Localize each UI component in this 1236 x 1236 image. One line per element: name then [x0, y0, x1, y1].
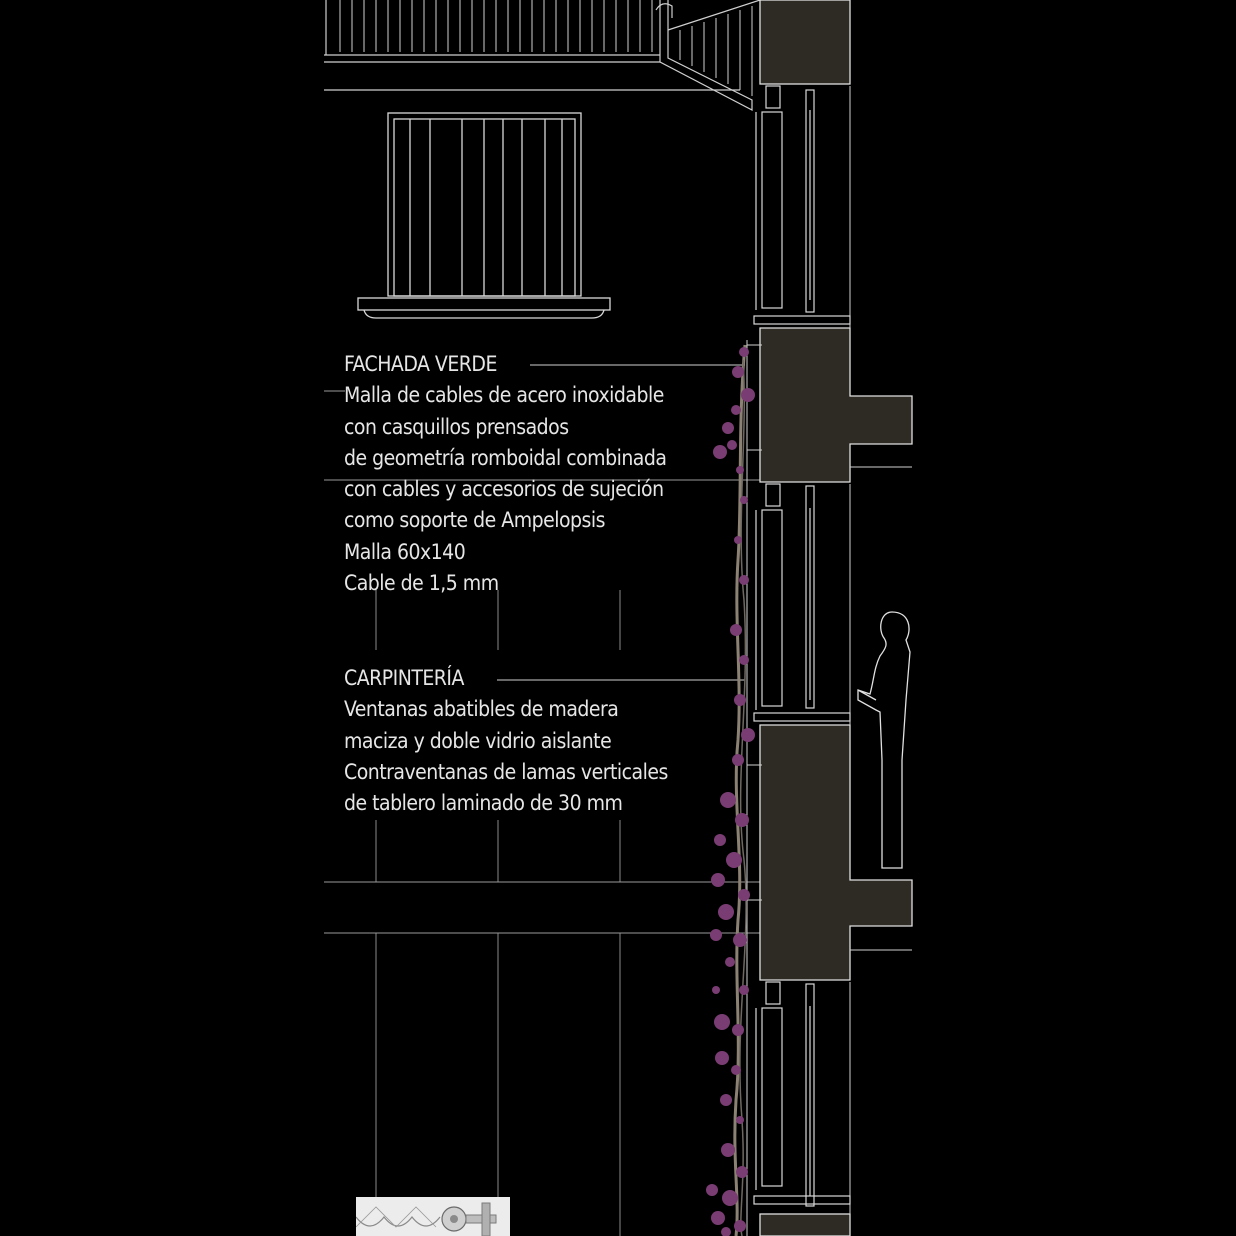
annotation-heading: CARPINTERÍA [344, 666, 464, 690]
annotation-line: con cables y accesorios de sujeción [344, 477, 664, 502]
annotation-line: con casquillos prensados [344, 414, 569, 439]
ampelopsis-vine [706, 345, 755, 1236]
annotation-line: Ventanas abatibles de madera [344, 697, 619, 722]
annotation-line: como soporte de Ampelopsis [344, 508, 605, 533]
elevation-window [358, 113, 610, 318]
annotation-line: Malla de cables de acero inoxidable [344, 383, 664, 408]
annotation-line: maciza y doble vidrio aislante [344, 728, 612, 753]
annotation-line: de tablero laminado de 30 mm [344, 791, 623, 816]
annotation-line: Cable de 1,5 mm [344, 571, 499, 596]
window-section-frames [754, 86, 850, 1206]
annotation-heading: FACHADA VERDE [344, 352, 497, 376]
cable-fitting-detail-photo [356, 1197, 510, 1236]
roof-eaves [324, 0, 760, 110]
annotation-carpinteria [344, 663, 668, 819]
person-silhouette-icon [858, 612, 910, 868]
annotation-line: Malla 60x140 [344, 539, 466, 564]
annotation-line: de geometría romboidal combinada [344, 445, 667, 470]
annotation-fachada-verde [344, 349, 666, 599]
annotation-line: Contraventanas de lamas verticales [344, 759, 668, 784]
